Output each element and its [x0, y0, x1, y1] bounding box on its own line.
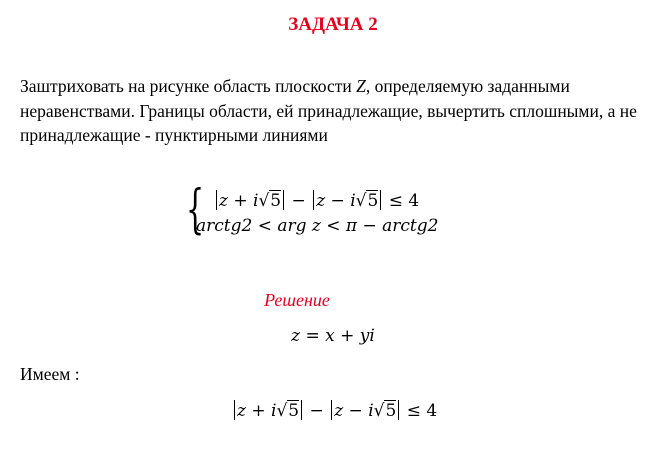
main-inequality [232, 400, 437, 421]
imag-unit: i [253, 191, 259, 211]
system-line-2: arctg2 < arg z < π − arctg2 [196, 216, 439, 236]
term-z-minus: z − [334, 401, 369, 421]
abs-bar [216, 190, 217, 210]
plane-variable: Z [356, 76, 366, 96]
sqrt-term: √5 [258, 191, 282, 211]
problem-statement [20, 74, 650, 148]
statement-text-after: , определяемую заданными неравенствами. Границы области, ей принадлежащие, вычертить сплошными, а не принадлежащие - пунктирными линиями [20, 76, 637, 145]
abs-bar [313, 190, 314, 210]
sqrt-term: √5 [355, 191, 379, 211]
sqrt-term: √5 [373, 401, 397, 421]
inequality-rhs: ≤ 4 [388, 191, 420, 211]
left-brace: { [186, 180, 205, 240]
imag-unit: i [271, 401, 277, 421]
z-definition: z = x + yi [291, 326, 375, 346]
solution-heading: Решение [264, 290, 330, 310]
statement-text-before: Заштриховать на рисунке область плоскости [20, 76, 357, 96]
radicand: 5 [385, 401, 397, 421]
imag-unit: i [368, 401, 374, 421]
term-z-minus: z − [316, 191, 351, 211]
sqrt-term: √5 [276, 401, 300, 421]
have-label: Имеем : [20, 364, 80, 384]
abs-bar [398, 400, 399, 420]
minus-sign: − [309, 401, 324, 421]
inequality-rhs: ≤ 4 [406, 401, 438, 421]
term-z-plus: z + [219, 191, 254, 211]
term-z-plus: z + [237, 401, 272, 421]
abs-bar [380, 190, 381, 210]
system-line-1 [214, 190, 419, 211]
radicand: 5 [270, 191, 282, 211]
abs-bar [331, 400, 332, 420]
abs-bar [301, 400, 302, 420]
minus-sign: − [291, 191, 306, 211]
imag-unit: i [350, 191, 356, 211]
abs-bar [283, 190, 284, 210]
radicand: 5 [367, 191, 379, 211]
page-title: ЗАДАЧА 2 [288, 14, 378, 35]
radicand: 5 [288, 401, 300, 421]
abs-bar [234, 400, 235, 420]
